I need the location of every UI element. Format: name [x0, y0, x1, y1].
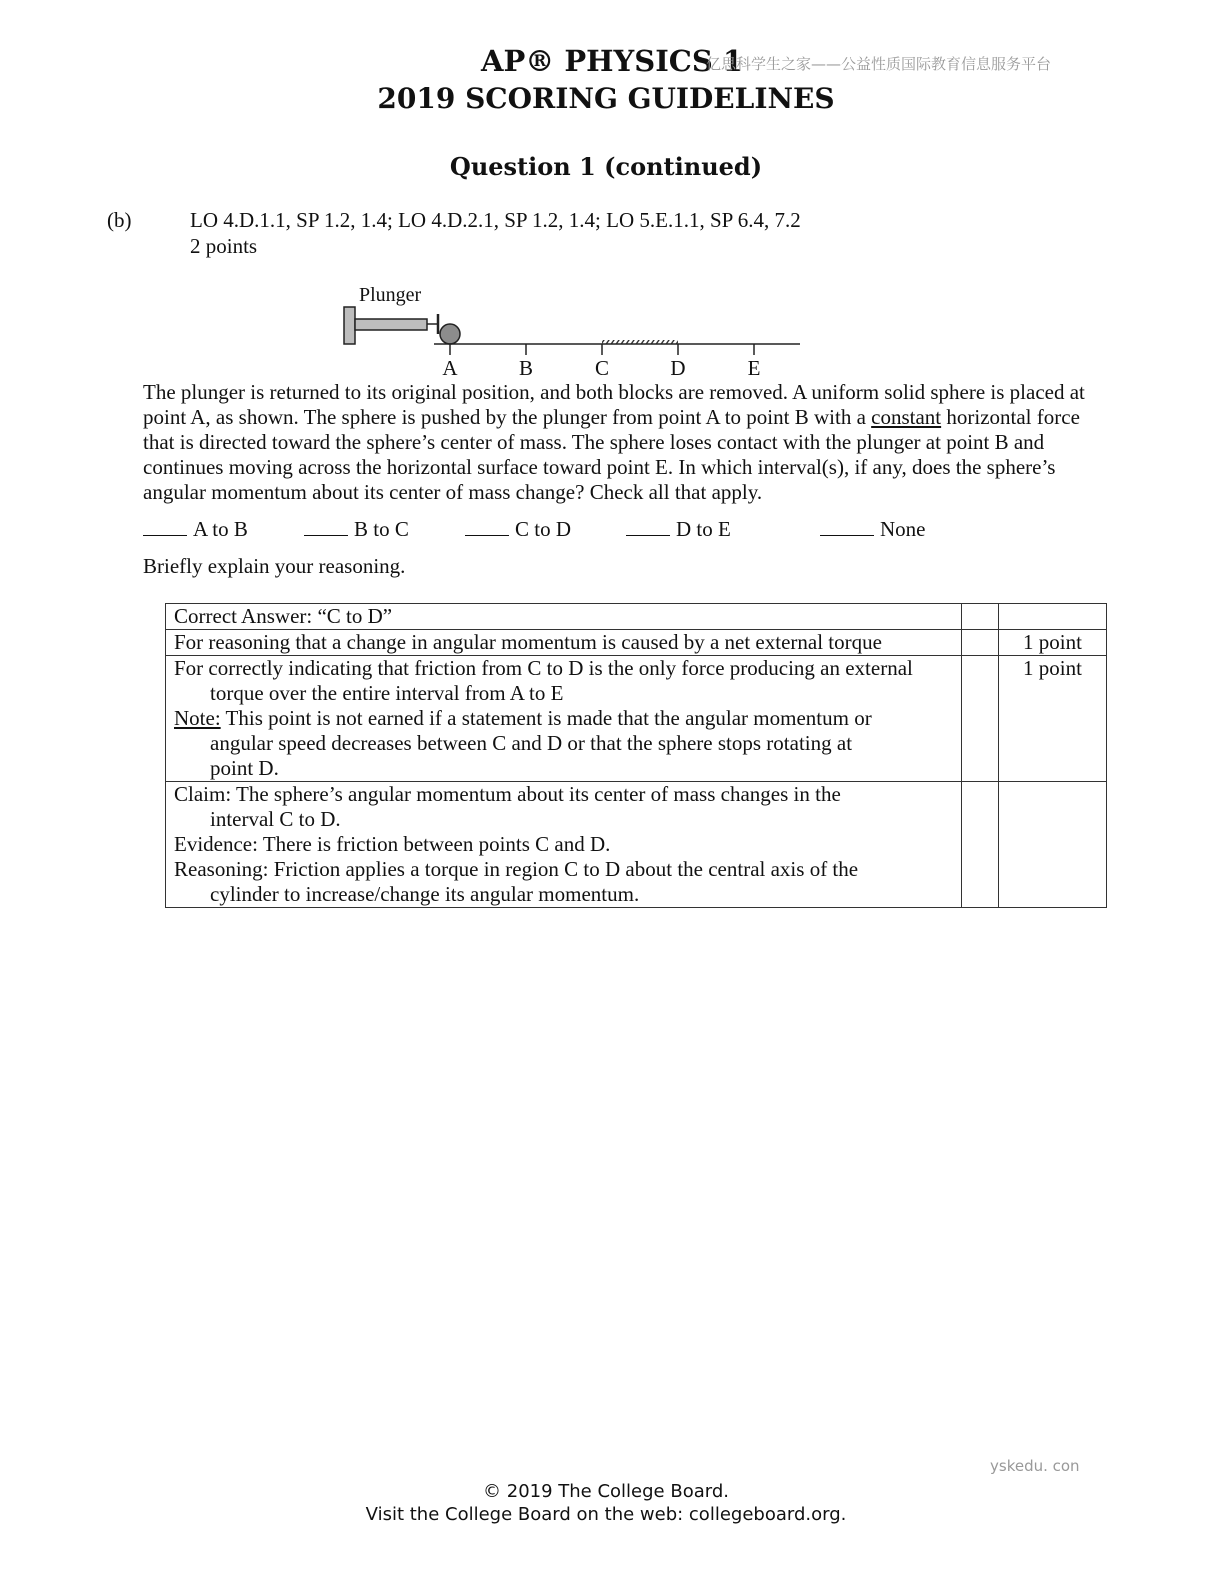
point-label-d: D — [670, 356, 686, 380]
table-row — [166, 656, 1107, 782]
plunger-label: Plunger — [359, 284, 422, 306]
prompt-text-before: The plunger is returned to its original position, and both blocks are removed. A uniform solid sphere is placed at point A, as shown. The sphere is pushed by the plunger from point A to point B with a — [143, 380, 1085, 429]
point-label-c: C — [594, 356, 610, 380]
point-label-b: B — [518, 356, 534, 380]
scoring-rubric-table — [165, 603, 1107, 908]
rubric-cer: Claim: The sphere’s angular momentum about its center of mass changes in the interval C to D. Evidence: There is friction between points C and D. Reasoning: Friction applies a torque in region C to D about the central axis of the cylinder to increase/change its angular momentum. — [166, 782, 962, 908]
choice-none: None — [820, 517, 926, 542]
plunger-rod — [355, 319, 427, 330]
rubric-row2-points: 1 point — [999, 656, 1107, 782]
watermark-url: yskedu. con — [990, 1457, 1080, 1475]
watermark-text: 亿思科学生之家——公益性质国际教育信息服务平台 — [706, 55, 1052, 73]
choice-c-to-d: C to D — [465, 517, 571, 542]
table-row — [166, 604, 1107, 630]
footer-visit: Visit the College Board on the web: collegeboard.org. — [365, 1504, 847, 1525]
learning-objectives: LO 4.D.1.1, SP 1.2, 1.4; LO 4.D.2.1, SP 1.2, 1.4; LO 5.E.1.1, SP 6.4, 7.2 — [190, 208, 801, 232]
part-points: 2 points — [190, 234, 258, 258]
choice-b-to-c: B to C — [304, 517, 409, 542]
rubric-row1-points: 1 point — [999, 630, 1107, 656]
prompt-text-after: horizontal force that is directed toward the sphere’s center of mass. The sphere loses contact with the plunger at point B and continues moving across the horizontal surface toward point E. In which interval(s), if any, does the sphere’s angular momentum about its center of mass change? Check all that apply. — [143, 405, 1080, 504]
sphere — [440, 324, 460, 344]
correct-answer: Correct Answer: “C to D” — [166, 604, 962, 630]
plunger-base — [344, 307, 355, 344]
question-title: Question 1 (continued) — [449, 152, 763, 181]
page-subtitle: 2019 SCORING GUIDELINES — [377, 82, 835, 115]
explain-prompt: Briefly explain your reasoning. — [143, 554, 406, 578]
footer-copyright: © 2019 The College Board. — [483, 1481, 729, 1502]
point-label-a: A — [442, 356, 458, 380]
table-row — [166, 630, 1107, 656]
plunger-diagram — [330, 280, 810, 380]
rubric-row1-text: For reasoning that a change in angular momentum is caused by a net external torque — [166, 630, 962, 656]
page-title — [0, 44, 1224, 78]
prompt-underlined-word: constant — [871, 405, 942, 429]
point-label-e: E — [747, 356, 761, 380]
rubric-note: Note: This point is not earned if a statement is made that the angular momentum or — [174, 706, 872, 730]
rubric-row2-text: For correctly indicating that friction from C to D is the only force producing an external torque over the entire interval from A to E Note: This point is not earned if a statement is made that the angular momentum or angular speed decreases between C and D or that the sphere stops rotating at point D. — [166, 656, 962, 782]
choice-a-to-b: A to B — [143, 517, 248, 542]
question-prompt — [143, 380, 1113, 505]
table-row — [166, 782, 1107, 908]
title-line1: AP® PHYSICS 1 — [480, 44, 744, 78]
part-label: (b) — [107, 208, 132, 232]
choice-d-to-e: D to E — [626, 517, 731, 542]
